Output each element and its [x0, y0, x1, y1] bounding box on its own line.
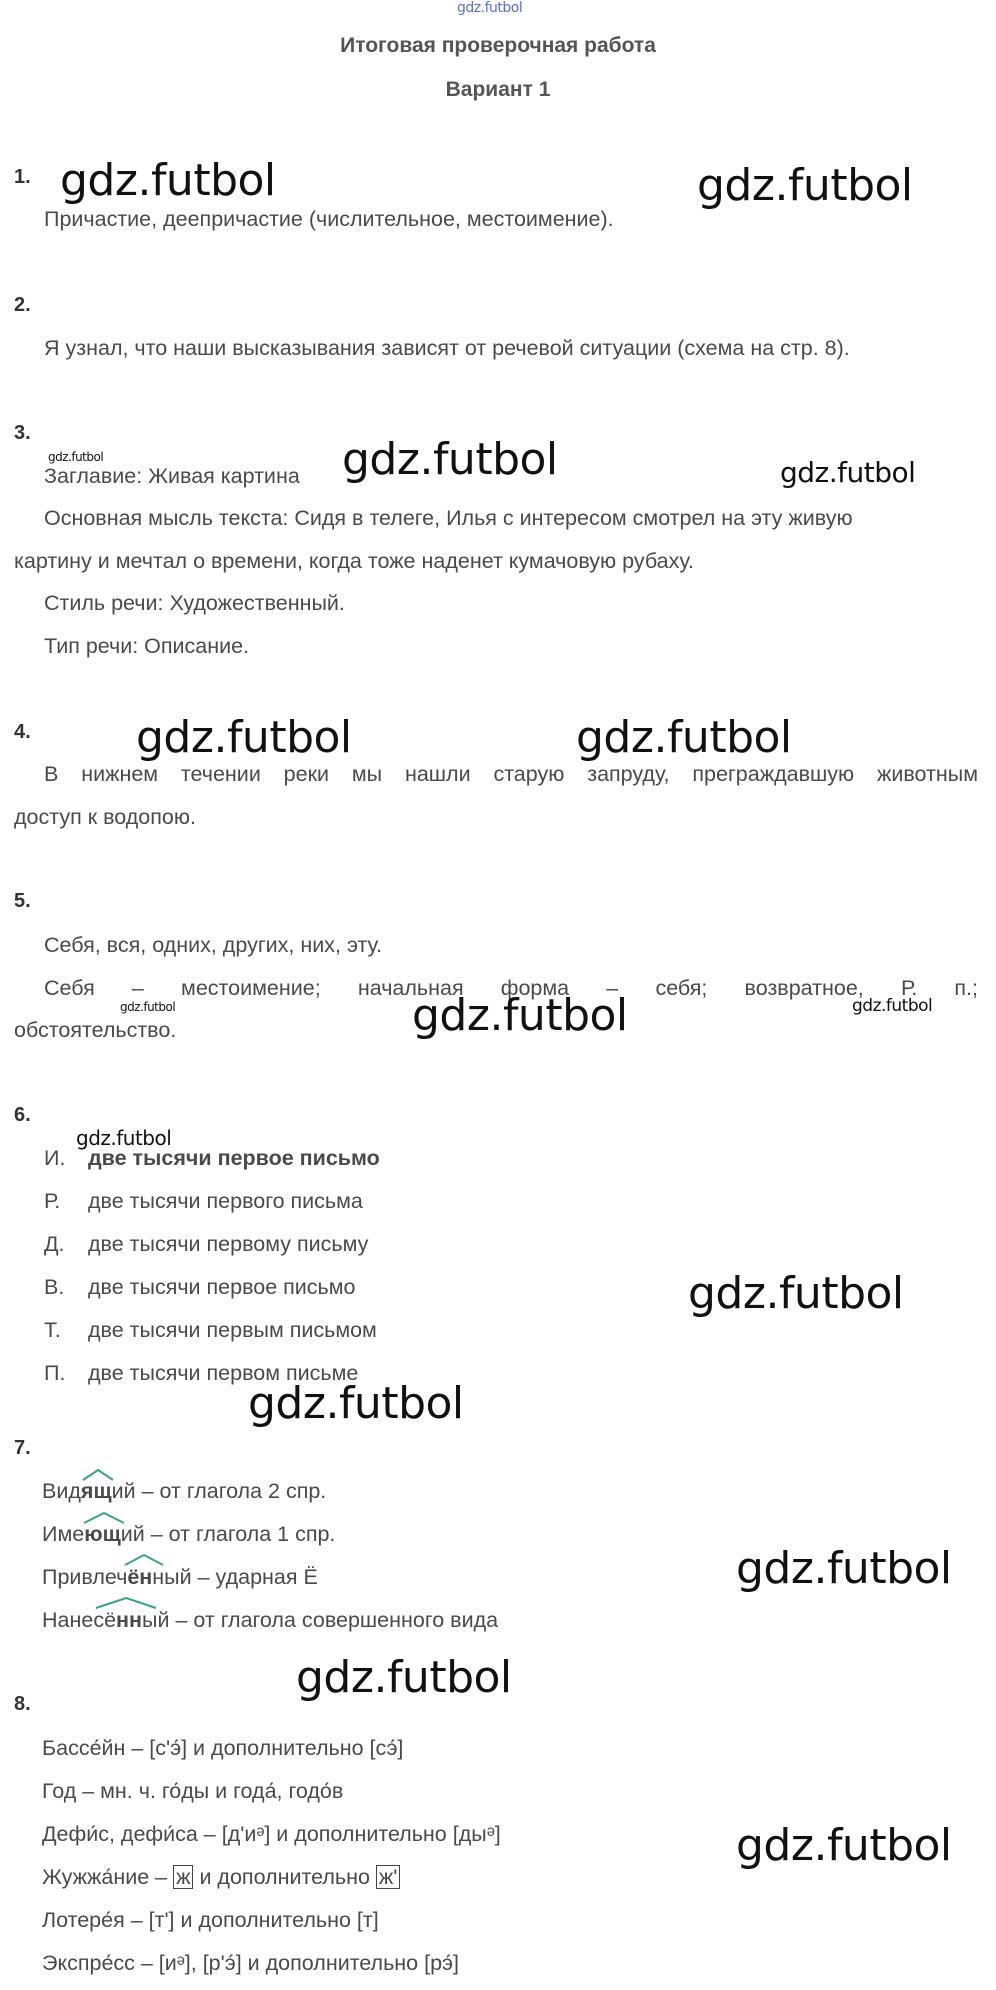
suffix-arc-icon	[81, 1468, 115, 1482]
watermark: gdz.futbol	[296, 1652, 512, 1703]
suffix-arc-icon	[82, 1511, 126, 1525]
answer-5-line2: Себя – местоимение; начальная форма – себя; возвратное, Р. п.;	[44, 976, 978, 1000]
answer-3-type: Тип речи: Описание.	[44, 634, 250, 658]
answer-1-text: Причастие, деепричастие (числительное, местоимение).	[44, 207, 614, 231]
watermark: gdz.futbol	[120, 1000, 176, 1014]
case-label: Т.	[44, 1318, 61, 1342]
participle-row	[42, 1565, 318, 1590]
suffix-arc-icon	[123, 1553, 165, 1567]
orthoepy-row: Бассе́йн – [с'э́] и дополнительно [сэ́]	[42, 1736, 404, 1760]
question-number-5: 5.	[14, 890, 31, 912]
question-number-3: 3.	[14, 422, 31, 444]
watermark: gdz.futbol	[852, 996, 933, 1016]
watermark: gdz.futbol	[780, 456, 916, 489]
watermark: gdz.futbol	[688, 1268, 904, 1319]
watermark: gdz.futbol	[48, 450, 104, 464]
answer-3-idea-line2: картину и мечтал о времени, когда тоже наденет кумачовую рубаху.	[14, 549, 694, 573]
orthoepy-row: Лотере́я – [т'] и дополнительно [т]	[42, 1908, 379, 1932]
word-end: ий – от глагола 2 спр.	[111, 1479, 327, 1503]
answer-5-line3: обстоятельство.	[14, 1018, 177, 1042]
watermark: gdz.futbol	[248, 1378, 464, 1429]
case-label: В.	[44, 1275, 65, 1299]
case-label: Р.	[44, 1189, 61, 1213]
answer-5-line1: Себя, вся, одних, других, них, эту.	[44, 933, 383, 957]
case-form: две тысячи первом письме	[88, 1361, 359, 1385]
watermark: gdz.futbol	[342, 434, 558, 485]
word-end: ый – от глагола совершенного вида	[142, 1608, 499, 1632]
answer-2-text: Я узнал, что наши высказывания зависят от речевой ситуации (схема на стр. 8).	[44, 336, 850, 360]
participle-row	[42, 1608, 498, 1633]
participle-row	[42, 1479, 326, 1504]
word-start: Привлеч	[42, 1565, 128, 1589]
orthoepy-row: Дефи́с, дефи́са – [д'иᵊ] и дополнительно [дыᵊ]	[42, 1822, 501, 1846]
orthoepy-row: Год – мн. ч. го́ды и года́, годо́в	[42, 1779, 344, 1803]
answer-4-line1: В нижнем течении реки мы нашли старую запруду, преграждавшую животным	[44, 762, 978, 786]
answer-3-idea-line1: Основная мысль текста: Сидя в телеге, Илья с интересом смотрел на эту живую	[44, 506, 853, 530]
participle-row	[42, 1522, 335, 1547]
case-form: две тысячи первого письма	[88, 1189, 363, 1213]
case-form: две тысячи первому письму	[88, 1232, 369, 1256]
boxed-sound: ж'	[376, 1865, 401, 1889]
case-label: И.	[44, 1146, 66, 1170]
case-label: П.	[44, 1361, 66, 1385]
question-number-6: 6.	[14, 1104, 31, 1126]
watermark-top: gdz.futbol	[457, 0, 523, 16]
suffix-mark: ён	[127, 1565, 152, 1589]
answer-3-style: Стиль речи: Художественный.	[44, 591, 345, 615]
case-label: Д.	[44, 1232, 65, 1256]
suffix-arc-icon	[94, 1596, 158, 1610]
watermark: gdz.futbol	[136, 712, 352, 763]
suffix-mark: ящ	[81, 1479, 112, 1503]
question-number-7: 7.	[14, 1437, 31, 1459]
question-number-4: 4.	[14, 721, 31, 743]
word-start: Вид	[42, 1479, 81, 1503]
case-form: две тысячи первым письмом	[88, 1318, 377, 1342]
watermark: gdz.futbol	[412, 990, 628, 1041]
page-title: Итоговая проверочная работа	[340, 34, 656, 57]
watermark: gdz.futbol	[60, 155, 276, 206]
watermark: gdz.futbol	[576, 712, 792, 763]
watermark: gdz.futbol	[736, 1543, 952, 1594]
question-number-1: 1.	[14, 166, 31, 188]
case-form: две тысячи первое письмо	[88, 1146, 380, 1170]
word-start: Име	[42, 1522, 85, 1546]
boxed-sound: ж	[173, 1865, 193, 1889]
suffix-mark: ющ	[84, 1522, 121, 1546]
answer-3-title: Заглавие: Живая картина	[44, 464, 300, 488]
watermark: gdz.futbol	[76, 1126, 172, 1150]
question-number-8: 8.	[14, 1693, 31, 1715]
page-subtitle: Вариант 1	[445, 78, 551, 101]
case-form: две тысячи первое письмо	[88, 1275, 356, 1299]
watermark: gdz.futbol	[697, 160, 913, 211]
suffix-mark: нн	[116, 1608, 142, 1632]
answer-4-line2: доступ к водопою.	[14, 805, 196, 829]
question-number-2: 2.	[14, 294, 31, 316]
word-start: Нанесё	[42, 1608, 117, 1632]
watermark: gdz.futbol	[736, 1820, 952, 1871]
word-end: ий – от глагола 1 спр.	[120, 1522, 336, 1546]
orthoepy-row: Жужжа́ние – ж и дополнительно ж'	[42, 1865, 400, 1890]
word-end: ный – ударная Ё	[152, 1565, 318, 1589]
orthoepy-row: Экспре́сс – [иᵊ], [р'э́] и дополнительно [рэ́]	[42, 1951, 459, 1975]
